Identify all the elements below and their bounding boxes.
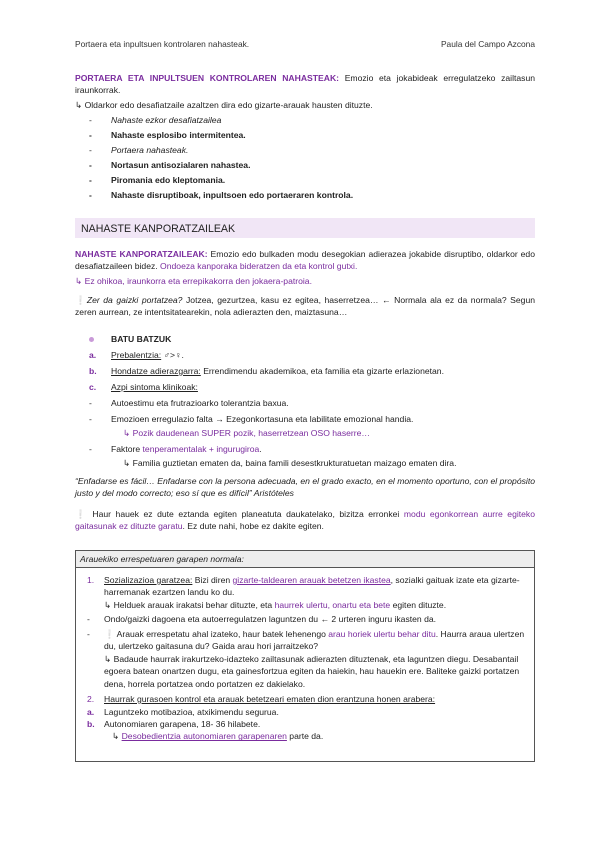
exclamation-icon: ❕ xyxy=(75,509,88,519)
quote: “Enfadarse es fácil… Enfadarse con la persona adecuada, en el grado exacto, en el momento oportuno, con el propósito justo y del modo correcto; eso sí que es difícil” Aristóteles xyxy=(75,476,535,499)
intro-paragraph xyxy=(75,72,535,97)
bullet-icon xyxy=(89,337,94,342)
list-item: - Portaera nahasteak. xyxy=(89,145,189,155)
list-item: - Piromania edo kleptomania. xyxy=(89,175,226,185)
batu-title: BATU BATZUK xyxy=(75,333,535,349)
list-item: - Nahaste esplosibo intermitentea. xyxy=(89,130,246,140)
header-author: Paula del Campo Azcona xyxy=(440,39,535,49)
section-heading xyxy=(75,218,535,238)
box-dash-2: - ❕ Arauak errespetatu ahal izateko, haur batek lehenengo arau horiek ulertu behar ditu. Haurra araua ulertzen du, ulertzeko gaitasuna du? Gaida arau hori jarraitzeko? xyxy=(87,628,525,652)
box-item-1-sub: ↳ Helduek arauak irakatsi behar dituzte, eta haurrek ulertu, onartu eta bete egiten dituzte. xyxy=(104,599,447,610)
batu-list xyxy=(75,333,535,473)
box-item-1: 1. Sozializazioa garatzea: Bizi diren gizarte-taldearen arauak betetzen ikastea, sozialki gaituak izate eta gizarte-harremanak ezartzen landu ko du. xyxy=(87,575,520,598)
box-dash-2-sub: ↳ Badaude haurrak irakurtzeko-idazteko zailtasunak adierazten dituztenak, eta laguntzen diegu. Desabantail egoera batean onartzen dugu, eta gainesfortzua egiten da haiekin, hau hauekin ere. Baliteke gaizki portatzen dena, horrela portatzea ondo portatzen ez dakielako. xyxy=(104,653,520,689)
list-item: - Nortasun antisozialaren nahastea. xyxy=(89,160,251,170)
box-item-2: 2. Haurrak gurasoen kontrol eta arauak betetzeari ematen dion erantzuna honen arabera: xyxy=(87,694,436,705)
list-item: c. Azpi sintoma klinikoak: xyxy=(89,382,198,392)
list-item: - Nahaste disruptiboak, inpultsoen edo portaeraren kontrola. xyxy=(89,190,354,200)
list-item: - Nahaste ezkor desafiatzailea xyxy=(89,115,222,125)
box-heading: Arauekiko errespetuaren garapen normala: xyxy=(76,551,534,568)
list-item: a. Prebalentzia: ♂>♀. xyxy=(89,350,184,360)
header-title: Portaera eta inpultsuen kontrolaren nahasteak. xyxy=(75,39,250,49)
list-item: - Autoestimu eta frutrazioarko tolerantzia baxua. xyxy=(89,398,289,408)
list-item: - Emozioen erregulazio falta → Ezegonkortasuna eta labilitate emozional handia. xyxy=(89,414,414,424)
box-item-a: a. Laguntzeko motibazioa, atxikimendu segurua. xyxy=(87,706,279,717)
list-item: - Faktore tenperamentalak + ingurugiroa. xyxy=(89,444,262,454)
box-item-b: b. Autonomiaren garapena, 18- 36 hilabete. xyxy=(87,718,261,729)
kanpo-paragraph: NAHASTE KANPORATZAILEAK: Emozio edo bulkaden modu desegokian adierazea jokabide disruptibo, oldarkor edo desafiatzaileen bidez. Ondoeza kanporaka bideratzen da eta kontrol gutxi. xyxy=(75,249,535,272)
kanpo-arrow-line: ↳ Ez ohikoa, iraunkorra eta errepikakorra den jokaera-patroia. xyxy=(75,276,312,286)
exclamation-icon: ❕ xyxy=(104,628,115,639)
list-subitem: ↳ Familia guztietan ematen da, baina famili desestkrukturatuetan maizago ematen dira. xyxy=(123,458,457,468)
intro-list xyxy=(75,114,535,204)
box-item-b-sub: ↳ Desobedientzia autonomiaren garapenaren parte da. xyxy=(112,731,324,742)
exclamation-icon: ❕ xyxy=(75,295,87,305)
haur-paragraph: ❕ Haur hauek ez dute eztanda egiten planeatuta daukatelako, bizitza erronkei modu egonkorrean aurre egiteko gaitasunak ez dituzte garatu. Ez dute nahi, hobe ez dakite egiten. xyxy=(75,509,536,532)
intro-label: PORTAERA ETA INPULTSUEN KONTROLAREN NAHASTEAK: xyxy=(75,73,340,83)
info-box xyxy=(75,550,535,762)
list-subitem: ↳ Pozik daudenean SUPER pozik, haserretzean OSO haserre… xyxy=(123,428,370,438)
page-header xyxy=(75,38,535,50)
box-dash-1: - Ondo/gaizki dagoena eta autoerregulatzen laguntzen du ← 2 urteren inguru ikasten da. xyxy=(87,614,437,625)
list-item: b. Hondatze adierazgarra: Errendimendu akademikoa, eta familia eta gizarte erlazionetan. xyxy=(89,366,444,376)
question-paragraph: ❕Zer da gaizki portatzea? Jotzea, gezurtzea, kasu ez egitea, haserretzea… ← Normala ala ez da normala? Segun zeren aurrean, ze intentsitatearekin, nola adierazten den, maiztasuna… xyxy=(75,295,536,318)
intro-text: Emozio eta jokabideak erregulatzeko zailtasun iraunkorrak. xyxy=(75,73,536,96)
intro-arrow-line: ↳ Oldarkor edo desafiatzaile azaltzen dira edo gizarte-arauak hausten dituzte. xyxy=(75,100,373,110)
section-title: NAHASTE KANPORATZAILEAK xyxy=(81,223,236,235)
